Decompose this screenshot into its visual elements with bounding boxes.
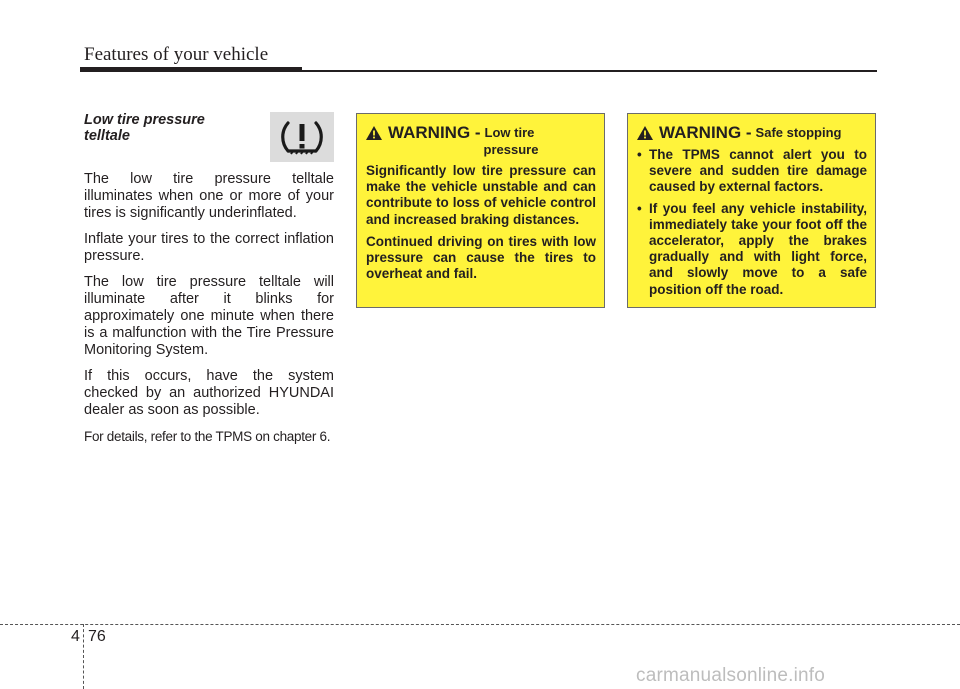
warning-triangle-icon xyxy=(366,126,382,140)
warning-box-safe-stopping xyxy=(627,113,876,308)
warning-paragraph-overheat: Continued driving on tires with low pressure can cause the tires to overheat and fail. xyxy=(366,233,596,282)
watermark: carmanualsonline.info xyxy=(636,665,826,686)
warning-subject: Low tire xyxy=(484,125,535,140)
warning-bullet xyxy=(637,147,867,196)
telltale-icon-box xyxy=(270,112,334,162)
warning-label: WARNING - xyxy=(659,123,752,142)
footer-vertical-divider xyxy=(83,624,84,689)
section-body xyxy=(84,171,334,445)
paragraph-note: For details, refer to the TPMS on chapter 6. xyxy=(84,429,331,444)
warning-triangle-icon xyxy=(637,126,653,140)
footer-divider xyxy=(0,624,960,625)
warning-bullet xyxy=(637,201,867,298)
paragraph-dealer: If this occurs, have the system checked by an authorized HYUNDAI dealer as soon as possible. xyxy=(84,368,334,418)
warning-box-low-pressure xyxy=(356,113,605,308)
bullet-text: The TPMS cannot alert you to severe and sudden tire damage caused by external factors. xyxy=(649,147,867,195)
header-rule-thin xyxy=(302,70,877,72)
page-number: 76 xyxy=(88,628,106,645)
warning-subject-line2: pressure xyxy=(483,142,539,157)
paragraph-inflate: Inflate your tires to the correct inflation pressure. xyxy=(84,231,334,264)
page-chapter-number: 4 xyxy=(71,628,80,645)
warning-paragraph-instability: Significantly low tire pressure can make the vehicle unstable and can contribute to loss of vehicle control and increased braking distances. xyxy=(366,163,596,227)
tire-pressure-warning-icon xyxy=(278,117,326,157)
paragraph-illumination: The low tire pressure telltale illuminates when one or more of your tires is significantly underinflated. xyxy=(84,171,334,221)
bullet-dot: • xyxy=(637,200,642,216)
bullet-dot: • xyxy=(637,147,642,162)
warning-subject: Safe stopping xyxy=(755,125,842,140)
section-heading: Low tire pressure telltale xyxy=(84,112,205,144)
warning-header xyxy=(637,124,867,142)
bullet-text: If you feel any vehicle instability, immediately take your foot off the accelerator, apply the brakes gradually and with light force, and slowly move to a safe position off the road. xyxy=(649,200,867,297)
warning-label: WARNING - xyxy=(388,123,481,142)
paragraph-malfunction: The low tire pressure telltale will illuminate after it blinks for approximately one minute when there is a malfunction with the Tire Pressure Monitoring System. xyxy=(84,274,334,358)
header-rule-thick xyxy=(80,67,302,72)
warning-header xyxy=(366,124,596,142)
header-title: Features of your vehicle xyxy=(84,44,269,65)
